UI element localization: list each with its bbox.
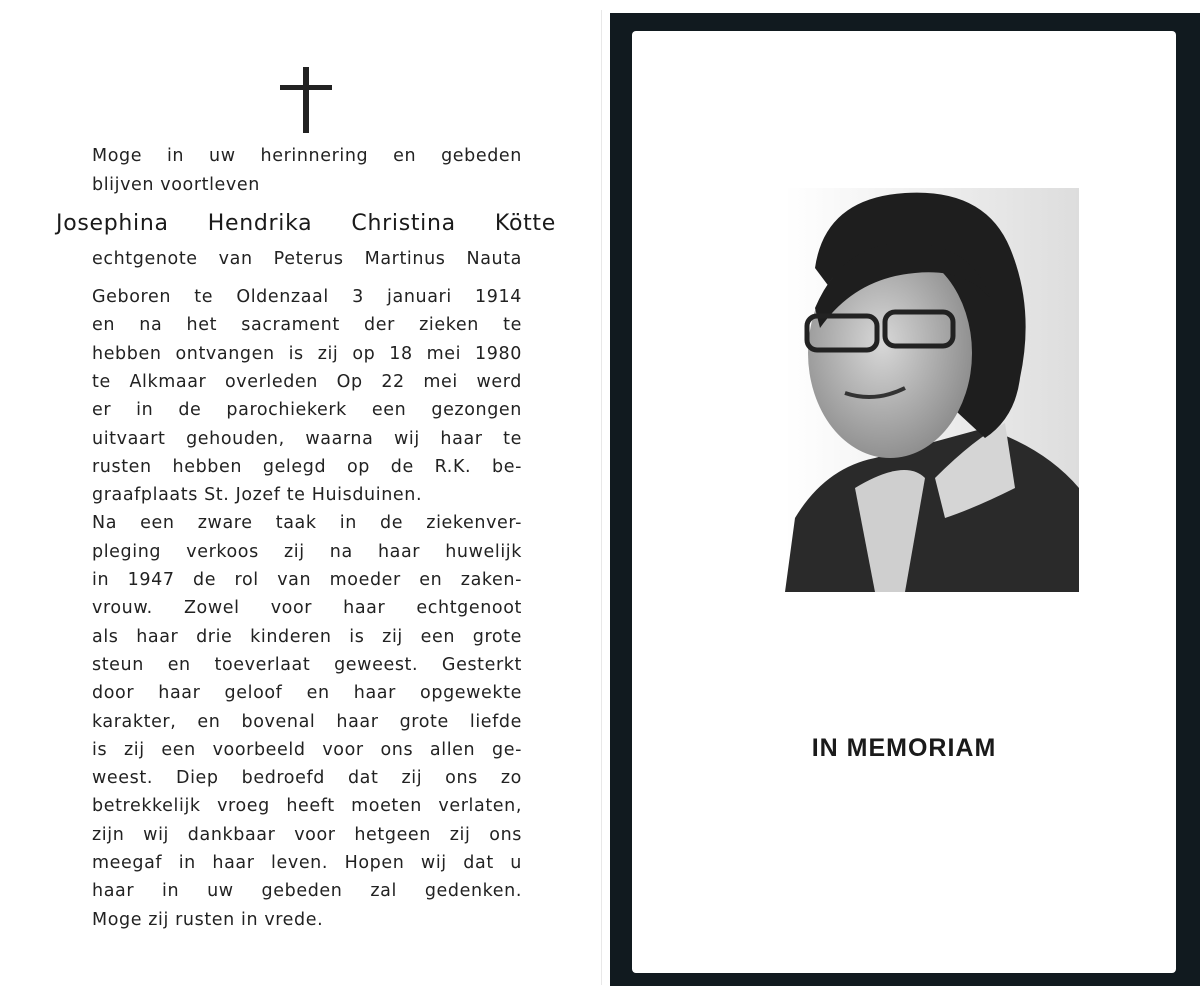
body-line: pleging verkoos zij na haar huwelijk <box>92 541 522 562</box>
body-line: meegaf in haar leven. Hopen wij dat u <box>92 853 522 873</box>
body-line: te Alkmaar overleden Op 22 mei werd <box>92 371 522 392</box>
body-line: graafplaats St. Jozef te Huisduinen. <box>92 485 423 506</box>
body-line: in 1947 de rol van moeder en zaken- <box>92 570 522 590</box>
body-line: uitvaart gehouden, waarna wij haar te <box>92 428 522 449</box>
deceased-name: Josephina Hendrika Christina Kötte <box>56 211 556 236</box>
portrait-photo <box>785 188 1079 592</box>
body-line: en na het sacrament der zieken te <box>92 315 522 336</box>
body-line: hebben ontvangen is zij op 18 mei 1980 <box>92 343 522 364</box>
body-line: Na een zware taak in de ziekenver- <box>92 513 522 534</box>
cross-icon <box>280 67 332 133</box>
body-line: weest. Diep bedroefd dat zij ons zo <box>92 768 522 789</box>
intro-line: blijven voortleven <box>92 175 260 195</box>
body-line: Moge zij rusten in vrede. <box>92 909 324 930</box>
body-line: zijn wij dankbaar voor hetgeen zij ons <box>92 824 522 845</box>
spouse-line: echtgenote van Peterus Martinus Nauta <box>92 249 522 269</box>
body-line: haar in uw gebeden zal gedenken. <box>92 881 522 902</box>
body-line: vrouw. Zowel voor haar echtgenoot <box>92 598 522 619</box>
body-line: als haar drie kinderen is zij een grote <box>92 626 522 647</box>
body-line: karakter, en bovenal haar grote liefde <box>92 711 522 732</box>
body-line: door haar geloof en haar opgewekte <box>92 683 522 704</box>
cover-title: IN MEMORIAM <box>811 734 997 762</box>
body-line: Geboren te Oldenzaal 3 januari 1914 <box>92 287 522 307</box>
body-line: steun en toeverlaat geweest. Gesterkt <box>92 654 522 675</box>
page-divider <box>601 10 602 985</box>
body-line: rusten hebben gelegd op de R.K. be- <box>92 456 522 477</box>
body-line: is zij een voorbeeld voor ons allen ge- <box>92 739 522 760</box>
body-line: er in de parochiekerk een gezongen <box>92 400 522 421</box>
intro-line: Moge in uw herinnering en gebeden <box>92 146 522 166</box>
body-line: betrekkelijk vroeg heeft moeten verlaten, <box>92 796 522 817</box>
